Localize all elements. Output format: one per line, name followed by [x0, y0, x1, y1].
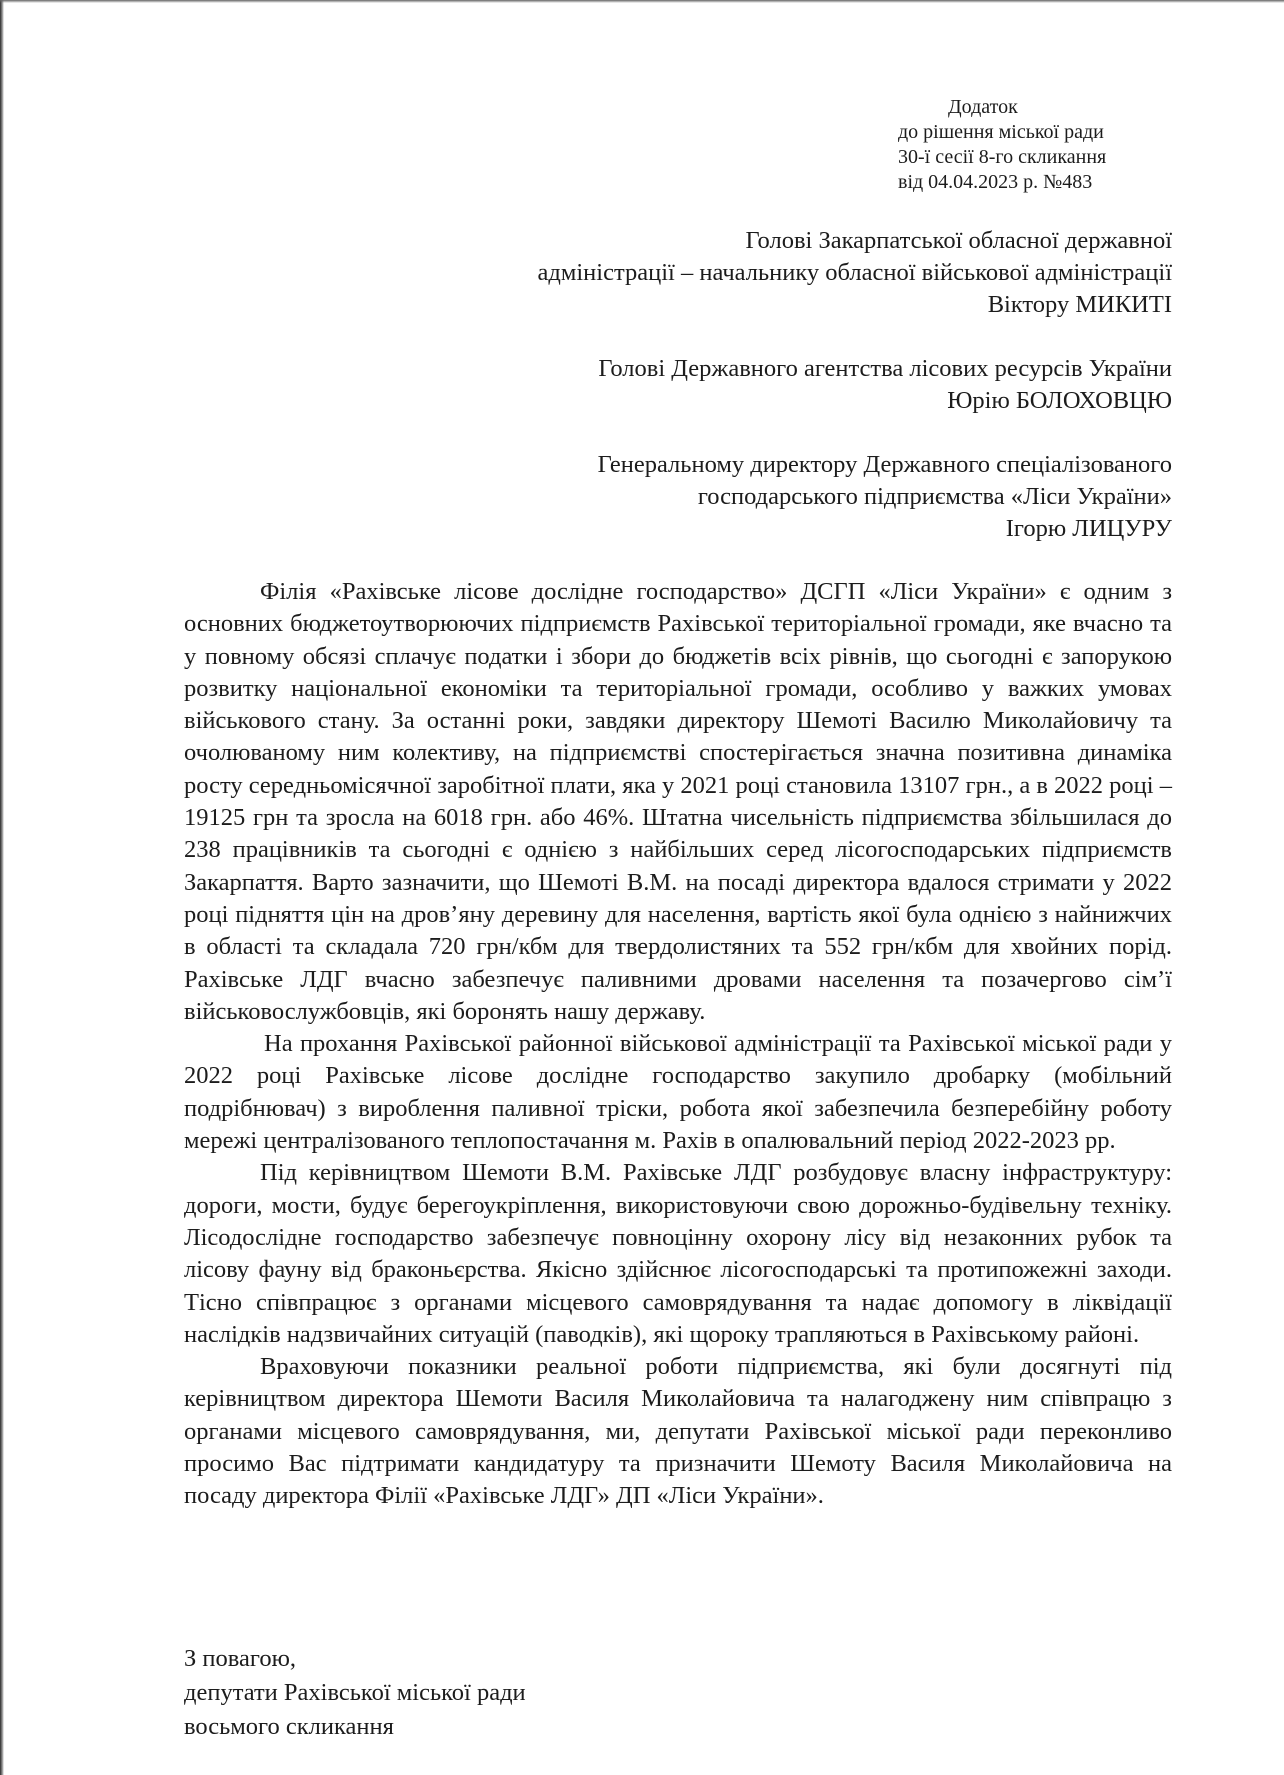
- recipient-block-2: [598, 353, 1172, 417]
- recipient-line: адміністрації – начальнику обласної військової адміністрації: [537, 259, 1172, 286]
- recipient-name: Юрію БОЛОХОВЦЮ: [947, 387, 1172, 414]
- body-paragraph: Під керівництвом Шемоти В.М. Рахівське ЛДГ розбудовує власну інфраструктуру: дороги, мости, будує берегоукріплення, використовуючи свою дорожньо-будівельну техніку. Лісодослідне господарство забезпечує повноцінну охорону лісу від незаконних рубок та лісову фауну від браконьєрства. Якісно здійснює лісогосподарські та протипожежні заходи. Тісно співпрацює з органами місцевого самоврядування та надає допомогу в ліквідації наслідків надзвичайних ситуацій (паводків), які щороку трапляються в Рахівському районі.: [184, 1159, 1172, 1348]
- body-paragraph: Філія «Рахівське лісове дослідне господарство» ДСГП «Ліси України» є одним з основних бюджетоутворюючих підприємств Рахівської територіальної громади, яке вчасно та у повному обсязі сплачує податки і збори до бюджетів всіх рівнів, що сьогодні є запорукою розвитку національної економіки та територіальної громади, особливо у важких умовах військового стану. За останні роки, завдяки директору Шемоті Василю Миколайовичу та очолюваному ним колективу, на підприємстві спостерігається значна позитивна динаміка росту середньомісячної заробітної плати, яка у 2021 році становила 13107 грн., а в 2022 році – 19125 грн та зросла на 6018 грн. або 46%. Штатна чисельність підприємства збільшилася до 238 працівників та сьогодні є однією з найбільших серед лісогосподарських підприємств Закарпаття. Варто зазначити, що Шемоті В.М. на посаді директора вдалося стримати у 2022 році підняття цін на дров’яну деревину для населення, вартість якої була однією з найнижчих в області та складала 720 грн/кбм для твердолистяних та 552 грн/кбм для хвойних порід. Рахівське ЛДГ вчасно забезпечує паливними дровами населення та позачергово сім’ї військовослужбовців, які боронять нашу державу.: [184, 578, 1172, 1025]
- recipient-line: Генеральному директору Державного спеціалізованого: [597, 451, 1172, 478]
- recipient-line: Голові Державного агентства лісових ресурсів України: [598, 355, 1172, 382]
- recipient-name: Віктору МИКИТІ: [987, 291, 1172, 318]
- scan-edge-left: [0, 0, 4, 1775]
- recipient-block-1: [538, 225, 1172, 321]
- annex-title: Додаток: [948, 96, 1018, 118]
- annex-line: до рішення міської ради: [898, 121, 1104, 143]
- annex-date-number: від 04.04.2023 р. №483: [898, 171, 1093, 193]
- recipient-line: господарського підприємства «Ліси України»: [697, 483, 1172, 510]
- body-paragraph: На прохання Рахівської районної військової адміністрації та Рахівської міської ради у 2022 році Рахівське лісове дослідне господарство закупило дробарку (мобільний подрібнювач) з вироблення паливної тріски, робота якої забезпечила безперебійну роботу мережі централізованого теплопостачання м. Рахів в опалювальний період 2022-2023 рр.: [184, 1030, 1172, 1155]
- recipient-line: Голові Закарпатської обласної державної: [745, 227, 1172, 254]
- body-paragraph: Враховуючи показники реальної роботи підприємства, які були досягнуті під керівництвом директора Шемоти Василя Миколайовича та налагоджену ним співпрацю з органами місцевого самоврядування, ми, депутати Рахівської міської ради переконливо просимо Вас підтримати кандидатуру та призначити Шемоту Василя Миколайовича на посаду директора Філії «Рахівське ЛДГ» ДП «Ліси України».: [184, 1353, 1172, 1510]
- recipient-block-3: [598, 449, 1172, 545]
- closing-signatory: восьмого скликання: [184, 1713, 394, 1740]
- annex-header: [898, 95, 1198, 195]
- letter-body: [184, 576, 1172, 1513]
- scan-edge-top: [0, 0, 1284, 3]
- annex-line: 30-ї сесії 8-го скликання: [898, 146, 1107, 168]
- closing-signatory: депутати Рахівської міської ради: [184, 1679, 526, 1706]
- recipient-name: Ігорю ЛИЦУРУ: [1005, 515, 1172, 542]
- closing-block: [184, 1642, 526, 1744]
- closing-salutation: З повагою,: [184, 1645, 296, 1672]
